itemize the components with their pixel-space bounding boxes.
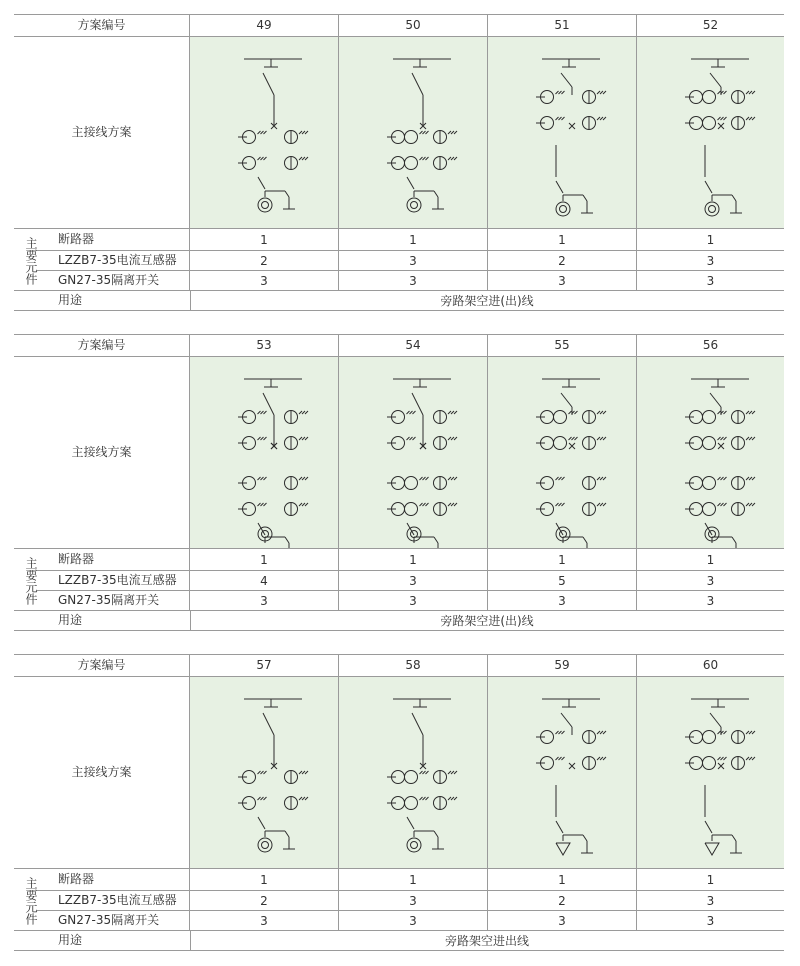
header-label: 方案编号 xyxy=(77,658,126,672)
component-qty: 1 xyxy=(409,553,417,567)
diagram-svg xyxy=(190,37,338,228)
cable-termination xyxy=(705,202,719,216)
ct-ticks xyxy=(597,91,606,94)
ct-ticks xyxy=(448,437,457,440)
lower-isolator xyxy=(705,821,712,833)
usage-value: 旁路架空进出线 xyxy=(444,934,529,948)
wiring-diagram xyxy=(190,37,338,228)
wiring-diagram xyxy=(637,37,784,228)
ct-ticks xyxy=(597,731,606,734)
ct-ticks xyxy=(718,411,727,414)
isolator-blade xyxy=(710,393,721,407)
wiring-diagram xyxy=(488,37,636,228)
wiring-diagram xyxy=(339,37,487,228)
ct-ticks xyxy=(258,131,267,134)
arrester xyxy=(556,843,570,855)
cable-termination xyxy=(407,838,421,852)
ct-ticks xyxy=(597,503,606,506)
ct-ticks xyxy=(299,771,308,774)
component-name: 断路器 xyxy=(58,872,95,886)
diagram-svg xyxy=(637,37,784,228)
ct-ticks xyxy=(420,503,429,506)
component-qty: 3 xyxy=(558,274,566,288)
component-qty: 3 xyxy=(706,894,715,908)
ct-ticks xyxy=(258,503,267,506)
ct-ticks xyxy=(597,411,606,414)
component-qty: 3 xyxy=(706,914,715,928)
breaker-x xyxy=(569,443,575,449)
scheme-number: 57 xyxy=(256,658,272,672)
earth-switch xyxy=(732,537,736,543)
component-qty: 4 xyxy=(260,574,268,588)
ct-ticks xyxy=(448,131,457,134)
component-qty: 2 xyxy=(558,254,566,268)
component-qty: 3 xyxy=(706,594,715,608)
component-qty: 3 xyxy=(260,274,268,288)
header-label: 方案编号 xyxy=(77,18,126,32)
diagram-svg xyxy=(488,37,636,228)
cable-termination xyxy=(709,531,716,538)
earth-switch xyxy=(583,537,587,543)
component-qty: 1 xyxy=(558,873,566,887)
component-qty: 3 xyxy=(409,274,417,288)
isolator-blade xyxy=(710,73,721,87)
component-group-label: 主要元件 xyxy=(24,237,38,285)
ct-ticks xyxy=(258,437,267,440)
component-qty: 2 xyxy=(260,254,268,268)
diagram-svg xyxy=(190,677,338,868)
component-group-label: 主要元件 xyxy=(24,877,38,925)
scheme-number: 59 xyxy=(554,658,570,672)
ct-symbol xyxy=(405,131,418,144)
cable-termination xyxy=(560,206,567,213)
cable-termination xyxy=(262,842,269,849)
usage-label: 用途 xyxy=(58,293,83,307)
wiring-diagram xyxy=(637,677,784,868)
diagram-svg xyxy=(488,357,636,548)
ct-ticks xyxy=(556,757,565,760)
component-name: LZZB7-35电流互感器 xyxy=(58,253,177,267)
cable-termination xyxy=(411,531,418,538)
ct-symbol xyxy=(703,503,716,516)
usage-value: 旁路架空进(出)线 xyxy=(440,294,534,308)
rule xyxy=(14,930,784,931)
wiring-diagram xyxy=(190,677,338,868)
ct-ticks xyxy=(448,477,457,480)
lower-isolator xyxy=(407,817,414,829)
component-qty: 1 xyxy=(409,873,417,887)
ct-symbol xyxy=(703,437,716,450)
wiring-diagram xyxy=(190,357,338,548)
component-qty: 1 xyxy=(558,553,566,567)
component-qty: 1 xyxy=(706,553,715,567)
earth-switch xyxy=(434,831,438,837)
ct-ticks xyxy=(299,411,308,414)
ct-ticks xyxy=(258,797,267,800)
scheme-number: 58 xyxy=(405,658,421,672)
rule xyxy=(14,14,784,15)
component-qty: 2 xyxy=(260,894,268,908)
cable-termination xyxy=(556,202,570,216)
isolator-blade xyxy=(412,73,423,95)
breaker-x xyxy=(718,123,724,129)
scheme-number: 60 xyxy=(702,658,719,672)
rule xyxy=(14,290,784,291)
ct-symbol xyxy=(703,477,716,490)
cable-termination xyxy=(709,206,716,213)
ct-ticks xyxy=(746,477,755,480)
ct-ticks xyxy=(299,437,308,440)
rule xyxy=(14,950,784,951)
component-qty: 1 xyxy=(558,233,566,247)
ct-ticks xyxy=(420,131,429,134)
ct-ticks xyxy=(746,437,755,440)
lower-isolator xyxy=(258,817,265,829)
isolator-blade xyxy=(263,393,274,415)
component-name: 断路器 xyxy=(58,232,95,246)
ct-ticks xyxy=(448,503,457,506)
rule xyxy=(14,334,784,335)
component-qty: 1 xyxy=(409,233,417,247)
diagram-svg xyxy=(339,677,487,868)
cable-termination xyxy=(258,838,272,852)
component-name: GN27-35隔离开关 xyxy=(58,913,160,927)
rule xyxy=(14,310,784,311)
breaker-x xyxy=(718,443,724,449)
ct-ticks xyxy=(556,731,565,734)
arrester xyxy=(705,843,719,855)
ct-ticks xyxy=(448,797,457,800)
ct-ticks xyxy=(746,757,755,760)
component-name: 断路器 xyxy=(58,552,95,566)
scheme-number: 51 xyxy=(554,18,570,32)
ct-ticks xyxy=(258,411,267,414)
ct-ticks xyxy=(556,477,565,480)
component-name: GN27-35隔离开关 xyxy=(58,273,160,287)
component-name: LZZB7-35电流互感器 xyxy=(58,573,177,587)
component-qty: 3 xyxy=(260,594,268,608)
component-qty: 5 xyxy=(558,574,566,588)
ct-ticks xyxy=(299,797,308,800)
ct-ticks xyxy=(597,757,606,760)
ct-ticks xyxy=(597,437,606,440)
component-qty: 2 xyxy=(558,894,566,908)
breaker-x xyxy=(569,763,575,769)
component-name: LZZB7-35电流互感器 xyxy=(58,893,177,907)
scheme-table-1 xyxy=(14,12,784,312)
scheme-number: 55 xyxy=(554,338,570,352)
wiring-diagram xyxy=(339,677,487,868)
ct-ticks xyxy=(299,157,308,160)
diagram-svg xyxy=(339,37,487,228)
earth-switch xyxy=(732,835,736,841)
ct-ticks xyxy=(746,503,755,506)
scheme-label: 主接线方案 xyxy=(71,445,132,459)
earth-switch xyxy=(285,191,289,197)
earth-switch xyxy=(285,831,289,837)
component-qty: 3 xyxy=(409,254,417,268)
scheme-table-3 xyxy=(14,652,784,952)
scheme-number: 53 xyxy=(256,338,272,352)
rule xyxy=(14,868,784,869)
ct-ticks xyxy=(448,157,457,160)
wiring-diagram xyxy=(488,357,636,548)
ct-ticks xyxy=(718,437,727,440)
diagram-svg xyxy=(488,677,636,868)
component-qty: 3 xyxy=(558,914,566,928)
component-qty: 3 xyxy=(409,574,417,588)
earth-switch xyxy=(732,195,736,201)
ct-symbol xyxy=(405,477,418,490)
ct-symbol xyxy=(405,503,418,516)
cable-termination xyxy=(411,202,418,209)
cable-termination xyxy=(258,198,272,212)
component-qty: 1 xyxy=(260,873,268,887)
cable-termination xyxy=(560,531,567,538)
ct-symbol xyxy=(405,771,418,784)
ct-symbol xyxy=(703,91,716,104)
component-qty: 3 xyxy=(409,594,417,608)
ct-symbol xyxy=(405,797,418,810)
diagram-svg xyxy=(637,677,784,868)
scheme-label: 主接线方案 xyxy=(71,125,132,139)
scheme-label: 主接线方案 xyxy=(71,765,132,779)
wiring-diagram xyxy=(488,677,636,868)
scheme-number: 54 xyxy=(405,338,421,352)
rule xyxy=(14,548,784,549)
usage-label: 用途 xyxy=(58,613,83,627)
lower-isolator xyxy=(556,181,563,193)
cable-termination xyxy=(411,842,418,849)
usage-value: 旁路架空进(出)线 xyxy=(440,614,534,628)
cable-termination xyxy=(407,198,421,212)
earth-switch xyxy=(285,537,289,543)
ct-ticks xyxy=(420,477,429,480)
isolator-blade xyxy=(710,713,721,727)
ct-ticks xyxy=(556,117,565,120)
ct-ticks xyxy=(556,503,565,506)
lower-isolator xyxy=(556,821,563,833)
breaker-x xyxy=(569,123,575,129)
diagram-svg xyxy=(339,357,487,548)
ct-ticks xyxy=(746,411,755,414)
isolator-blade xyxy=(561,393,572,407)
ct-ticks xyxy=(597,477,606,480)
rule xyxy=(14,630,784,631)
rule xyxy=(14,228,784,229)
ct-symbol xyxy=(703,731,716,744)
ct-ticks xyxy=(299,477,308,480)
ct-ticks xyxy=(718,477,727,480)
ct-symbol xyxy=(703,757,716,770)
component-qty: 1 xyxy=(260,553,268,567)
ct-ticks xyxy=(569,411,578,414)
ct-ticks xyxy=(556,91,565,94)
ct-symbol xyxy=(554,411,567,424)
ct-ticks xyxy=(448,771,457,774)
scheme-number: 50 xyxy=(405,18,421,32)
lower-isolator xyxy=(258,177,265,189)
component-qty: 3 xyxy=(558,594,566,608)
component-qty: 1 xyxy=(706,233,715,247)
ct-ticks xyxy=(718,757,727,760)
ct-ticks xyxy=(718,117,727,120)
rule xyxy=(14,654,784,655)
ct-ticks xyxy=(407,437,416,440)
lower-isolator xyxy=(407,177,414,189)
component-qty: 3 xyxy=(706,574,715,588)
ct-ticks xyxy=(299,131,308,134)
scheme-table-2 xyxy=(14,332,784,632)
earth-switch xyxy=(583,835,587,841)
isolator-blade xyxy=(561,73,572,87)
ct-symbol xyxy=(703,117,716,130)
component-qty: 3 xyxy=(409,894,417,908)
isolator-blade xyxy=(412,393,423,415)
breaker-x xyxy=(718,763,724,769)
isolator-blade xyxy=(561,713,572,727)
ct-ticks xyxy=(420,771,429,774)
ct-ticks xyxy=(258,771,267,774)
component-qty: 3 xyxy=(706,254,715,268)
rule xyxy=(14,610,784,611)
ct-ticks xyxy=(448,411,457,414)
isolator-blade xyxy=(263,73,274,95)
diagram-svg xyxy=(190,357,338,548)
component-qty: 1 xyxy=(260,233,268,247)
wiring-diagram xyxy=(637,357,784,548)
isolator-blade xyxy=(263,713,274,735)
ct-ticks xyxy=(258,477,267,480)
cable-termination xyxy=(262,531,269,538)
ct-ticks xyxy=(569,437,578,440)
component-qty: 3 xyxy=(260,914,268,928)
usage-label: 用途 xyxy=(58,933,83,947)
ct-symbol xyxy=(703,411,716,424)
ct-ticks xyxy=(420,797,429,800)
earth-switch xyxy=(583,195,587,201)
component-name: GN27-35隔离开关 xyxy=(58,593,160,607)
ct-symbol xyxy=(405,157,418,170)
ct-ticks xyxy=(746,117,755,120)
ct-ticks xyxy=(746,91,755,94)
scheme-number: 52 xyxy=(702,18,719,32)
ct-ticks xyxy=(420,157,429,160)
wiring-diagram xyxy=(339,357,487,548)
ct-ticks xyxy=(718,503,727,506)
scheme-number: 56 xyxy=(702,338,719,352)
earth-switch xyxy=(434,537,438,543)
component-group-label: 主要元件 xyxy=(24,557,38,605)
ct-symbol xyxy=(554,437,567,450)
scheme-number: 49 xyxy=(256,18,272,32)
diagram-svg xyxy=(637,357,784,548)
cable-termination xyxy=(262,202,269,209)
earth-switch xyxy=(434,191,438,197)
ct-ticks xyxy=(718,731,727,734)
lower-isolator xyxy=(705,181,712,193)
component-qty: 3 xyxy=(706,274,715,288)
ct-ticks xyxy=(258,157,267,160)
component-qty: 1 xyxy=(706,873,715,887)
ct-ticks xyxy=(299,503,308,506)
isolator-blade xyxy=(412,713,423,735)
header-label: 方案编号 xyxy=(77,338,126,352)
component-qty: 3 xyxy=(409,914,417,928)
ct-ticks xyxy=(407,411,416,414)
ct-ticks xyxy=(718,91,727,94)
ct-ticks xyxy=(746,731,755,734)
ct-ticks xyxy=(597,117,606,120)
